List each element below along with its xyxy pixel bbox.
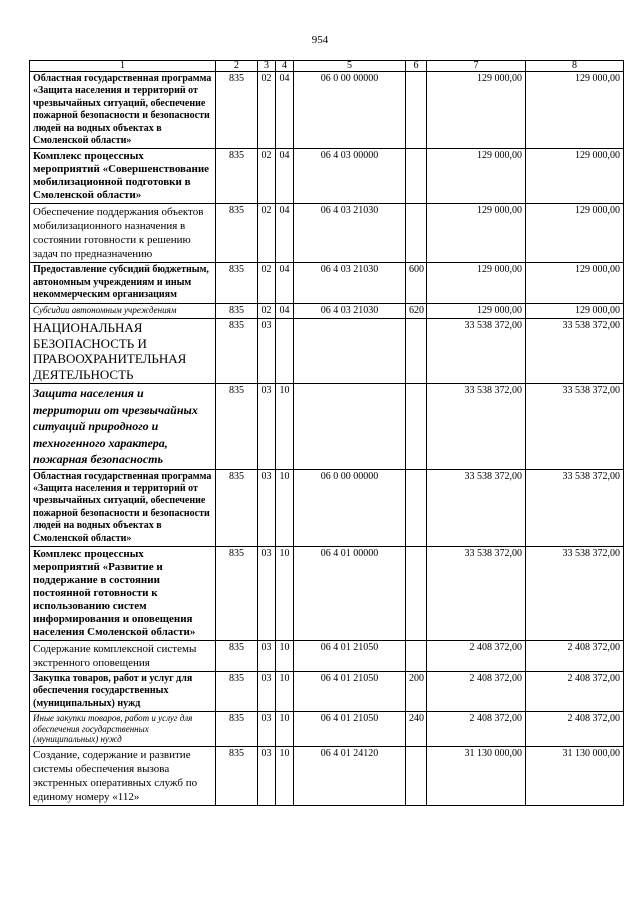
- row-amount-2: 129 000,00: [526, 263, 624, 303]
- row-ministry-code: 835: [216, 712, 258, 747]
- row-ministry-code: 835: [216, 204, 258, 263]
- row-amount-2: 2 408 372,00: [526, 641, 624, 672]
- row-name: Создание, содержание и развитие системы обеспечения вызова экстренных оперативных служб по единому номеру «112»: [30, 746, 216, 805]
- row-target-article: [294, 384, 406, 470]
- page-number: 954: [311, 34, 329, 46]
- header-col-5: 5: [294, 61, 406, 72]
- row-amount-2: 129 000,00: [526, 303, 624, 318]
- row-expense-type: 600: [406, 263, 427, 303]
- row-expense-type: [406, 469, 427, 546]
- row-amount-1: 33 538 372,00: [427, 547, 526, 641]
- row-ministry-code: 835: [216, 263, 258, 303]
- row-section-code: 02: [258, 303, 276, 318]
- row-target-article: 06 4 01 24120: [294, 746, 406, 805]
- row-section-code: 02: [258, 72, 276, 149]
- row-amount-1: 33 538 372,00: [427, 469, 526, 546]
- table-row: [30, 746, 624, 805]
- row-target-article: 06 4 03 21030: [294, 204, 406, 263]
- row-section-code: 03: [258, 672, 276, 712]
- row-amount-1: 31 130 000,00: [427, 746, 526, 805]
- row-ministry-code: 835: [216, 547, 258, 641]
- table-row: [30, 263, 624, 303]
- row-subsection-code: 04: [276, 303, 294, 318]
- row-amount-2: 33 538 372,00: [526, 384, 624, 470]
- table-row: [30, 469, 624, 546]
- row-ministry-code: 835: [216, 469, 258, 546]
- table-row: [30, 319, 624, 384]
- table-row: [30, 204, 624, 263]
- row-subsection-code: 10: [276, 672, 294, 712]
- row-amount-2: 33 538 372,00: [526, 319, 624, 384]
- row-target-article: 06 4 01 00000: [294, 547, 406, 641]
- row-section-code: 03: [258, 319, 276, 384]
- row-section-code: 03: [258, 384, 276, 470]
- row-amount-1: 2 408 372,00: [427, 641, 526, 672]
- row-section-code: 02: [258, 149, 276, 204]
- row-section-code: 03: [258, 746, 276, 805]
- row-name: Защита населения и территории от чрезвычайных ситуаций природного и техногенного характера, пожарная безопасность: [30, 384, 216, 470]
- row-amount-2: 129 000,00: [526, 149, 624, 204]
- row-amount-2: 2 408 372,00: [526, 712, 624, 747]
- row-name: Закупка товаров, работ и услуг для обеспечения государственных (муниципальных) нужд: [30, 672, 216, 712]
- row-target-article: [294, 319, 406, 384]
- row-target-article: 06 0 00 00000: [294, 72, 406, 149]
- header-col-6: 6: [406, 61, 427, 72]
- row-name: Комплекс процессных мероприятий «Совершенствование мобилизационной подготовки в Смоленской области»: [30, 149, 216, 204]
- row-target-article: 06 4 01 21050: [294, 641, 406, 672]
- row-ministry-code: 835: [216, 746, 258, 805]
- row-subsection-code: [276, 319, 294, 384]
- row-ministry-code: 835: [216, 672, 258, 712]
- row-amount-1: 129 000,00: [427, 72, 526, 149]
- row-target-article: 06 4 03 00000: [294, 149, 406, 204]
- row-ministry-code: 835: [216, 303, 258, 318]
- table-row: [30, 641, 624, 672]
- row-amount-1: 33 538 372,00: [427, 319, 526, 384]
- row-subsection-code: 10: [276, 384, 294, 470]
- row-subsection-code: 04: [276, 263, 294, 303]
- table-row: [30, 547, 624, 641]
- row-subsection-code: 04: [276, 204, 294, 263]
- row-expense-type: [406, 384, 427, 470]
- row-target-article: 06 0 00 00000: [294, 469, 406, 546]
- row-target-article: 06 4 01 21050: [294, 672, 406, 712]
- row-amount-1: 129 000,00: [427, 263, 526, 303]
- row-subsection-code: 10: [276, 547, 294, 641]
- row-name: Содержание комплексной системы экстренного оповещения: [30, 641, 216, 672]
- row-expense-type: 240: [406, 712, 427, 747]
- row-section-code: 02: [258, 263, 276, 303]
- row-section-code: 03: [258, 712, 276, 747]
- row-amount-2: 129 000,00: [526, 204, 624, 263]
- row-amount-2: 2 408 372,00: [526, 672, 624, 712]
- row-amount-1: 2 408 372,00: [427, 712, 526, 747]
- header-col-1: 1: [30, 61, 216, 72]
- row-section-code: 03: [258, 641, 276, 672]
- row-amount-1: 2 408 372,00: [427, 672, 526, 712]
- row-target-article: 06 4 03 21030: [294, 263, 406, 303]
- header-row: [30, 61, 624, 72]
- row-name: Областная государственная программа «Защита населения и территорий от чрезвычайных ситуаций, обеспечение пожарной безопасности и безопасности людей на водных объектах в Смоленской области»: [30, 72, 216, 149]
- header-col-8: 8: [526, 61, 624, 72]
- row-name: Областная государственная программа «Защита населения и территорий от чрезвычайных ситуаций, обеспечение пожарной безопасности и безопасности людей на водных объектах в Смоленской области»: [30, 469, 216, 546]
- row-section-code: 03: [258, 547, 276, 641]
- row-name: Иные закупки товаров, работ и услуг для обеспечения государственных (муниципальных) нужд: [30, 712, 216, 747]
- row-ministry-code: 835: [216, 72, 258, 149]
- row-section-code: 02: [258, 204, 276, 263]
- table-row: [30, 672, 624, 712]
- table-row: [30, 303, 624, 318]
- row-subsection-code: 04: [276, 72, 294, 149]
- header-col-7: 7: [427, 61, 526, 72]
- row-subsection-code: 10: [276, 746, 294, 805]
- row-amount-1: 129 000,00: [427, 149, 526, 204]
- row-amount-1: 129 000,00: [427, 303, 526, 318]
- budget-table: [29, 60, 624, 806]
- row-amount-1: 33 538 372,00: [427, 384, 526, 470]
- row-amount-2: 31 130 000,00: [526, 746, 624, 805]
- row-ministry-code: 835: [216, 149, 258, 204]
- header-col-3: 3: [258, 61, 276, 72]
- header-col-4: 4: [276, 61, 294, 72]
- row-expense-type: [406, 72, 427, 149]
- row-ministry-code: 835: [216, 319, 258, 384]
- row-target-article: 06 4 03 21030: [294, 303, 406, 318]
- row-name: Предоставление субсидий бюджетным, автономным учреждениям и иным некоммерческим организациям: [30, 263, 216, 303]
- row-expense-type: 200: [406, 672, 427, 712]
- row-subsection-code: 10: [276, 712, 294, 747]
- row-name: НАЦИОНАЛЬНАЯ БЕЗОПАСНОСТЬ И ПРАВООХРАНИТЕЛЬНАЯ ДЕЯТЕЛЬНОСТЬ: [30, 319, 216, 384]
- row-subsection-code: 04: [276, 149, 294, 204]
- table-row: [30, 149, 624, 204]
- row-subsection-code: 10: [276, 641, 294, 672]
- row-ministry-code: 835: [216, 384, 258, 470]
- row-section-code: 03: [258, 469, 276, 546]
- row-expense-type: [406, 746, 427, 805]
- row-name: Субсидии автономным учреждениям: [30, 303, 216, 318]
- row-name: Обеспечение поддержания объектов мобилизационного назначения в состоянии готовности к решению задач по предназначению: [30, 204, 216, 263]
- row-amount-2: 129 000,00: [526, 72, 624, 149]
- row-expense-type: [406, 547, 427, 641]
- row-expense-type: [406, 641, 427, 672]
- header-col-2: 2: [216, 61, 258, 72]
- row-target-article: 06 4 01 21050: [294, 712, 406, 747]
- row-amount-1: 129 000,00: [427, 204, 526, 263]
- row-amount-2: 33 538 372,00: [526, 547, 624, 641]
- row-expense-type: 620: [406, 303, 427, 318]
- table-row: [30, 384, 624, 470]
- row-expense-type: [406, 204, 427, 263]
- row-name: Комплекс процессных мероприятий «Развитие и поддержание в состоянии постоянной готовности к использованию систем информирования и оповещения населения Смоленской области»: [30, 547, 216, 641]
- row-expense-type: [406, 319, 427, 384]
- row-expense-type: [406, 149, 427, 204]
- table-row: [30, 72, 624, 149]
- row-subsection-code: 10: [276, 469, 294, 546]
- table-body: [30, 72, 624, 806]
- row-amount-2: 33 538 372,00: [526, 469, 624, 546]
- table-row: [30, 712, 624, 747]
- row-ministry-code: 835: [216, 641, 258, 672]
